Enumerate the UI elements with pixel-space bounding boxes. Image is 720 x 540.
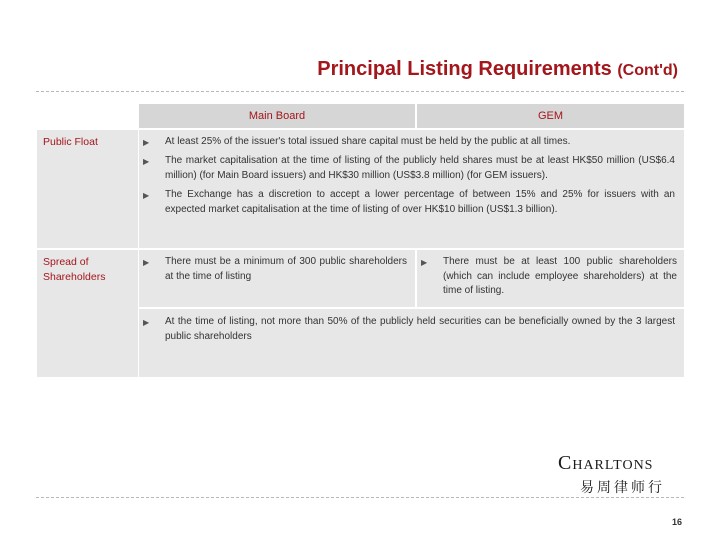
spread-gem-cell: [417, 250, 684, 307]
triangle-right-icon: ▶: [421, 258, 428, 267]
page-title: [317, 58, 678, 81]
title-divider: [36, 91, 684, 92]
spread-shared-bullet: ▶ At the time of listing, not more than 50% of the publicly held securities can be beneficially owned by the 3 largest public shareholders: [143, 315, 675, 344]
charltons-logo: [558, 452, 686, 496]
public-float-bullet-1: ▶ At least 25% of the issuer's total issued share capital must be held by the public at all times.: [143, 135, 675, 150]
page-title-suffix: (Cont'd): [617, 62, 678, 79]
triangle-right-icon: ▶: [143, 318, 150, 327]
page-title-main: Principal Listing Requirements: [317, 58, 612, 80]
spread-shared-cell: [139, 309, 684, 377]
row-label-spread-of-shareholders: Spread of Shareholders: [37, 250, 138, 377]
triangle-right-icon: ▶: [143, 138, 150, 147]
triangle-right-icon: ▶: [143, 191, 150, 200]
public-float-bullet-3: ▶ The Exchange has a discretion to accept a lower percentage of between 15% and 25% for issuers with an expected market capitalisation at the time of listing of over HK$10 billion (US$1.3 billion).: [143, 188, 675, 217]
row-label-public-float: Public Float: [37, 130, 138, 248]
triangle-right-icon: ▶: [143, 258, 150, 267]
triangle-right-icon: ▶: [143, 157, 150, 166]
footer-divider: [36, 497, 684, 498]
logo-name-cn: 易周律师行: [580, 480, 665, 496]
logo-name-en: Charltons: [558, 452, 654, 474]
page-number: 16: [671, 517, 682, 527]
spread-gem-bullet: ▶ There must be at least 100 public shareholders (which can include employee shareholders) at the time of listing.: [421, 255, 677, 299]
column-header-gem: GEM: [417, 104, 684, 128]
spread-main-board-cell: [139, 250, 415, 307]
spread-main-board-bullet: ▶ There must be a minimum of 300 public shareholders at the time of listing: [143, 255, 407, 284]
public-float-bullet-2: ▶ The market capitalisation at the time of listing of the publicly held shares must be at least HK$50 million (US$6.4 million) (for Main Board issuers) and HK$30 million (US$3.8 million) (for GEM issuers).: [143, 154, 675, 183]
column-header-main-board: Main Board: [139, 104, 415, 128]
public-float-cell: [139, 130, 684, 248]
